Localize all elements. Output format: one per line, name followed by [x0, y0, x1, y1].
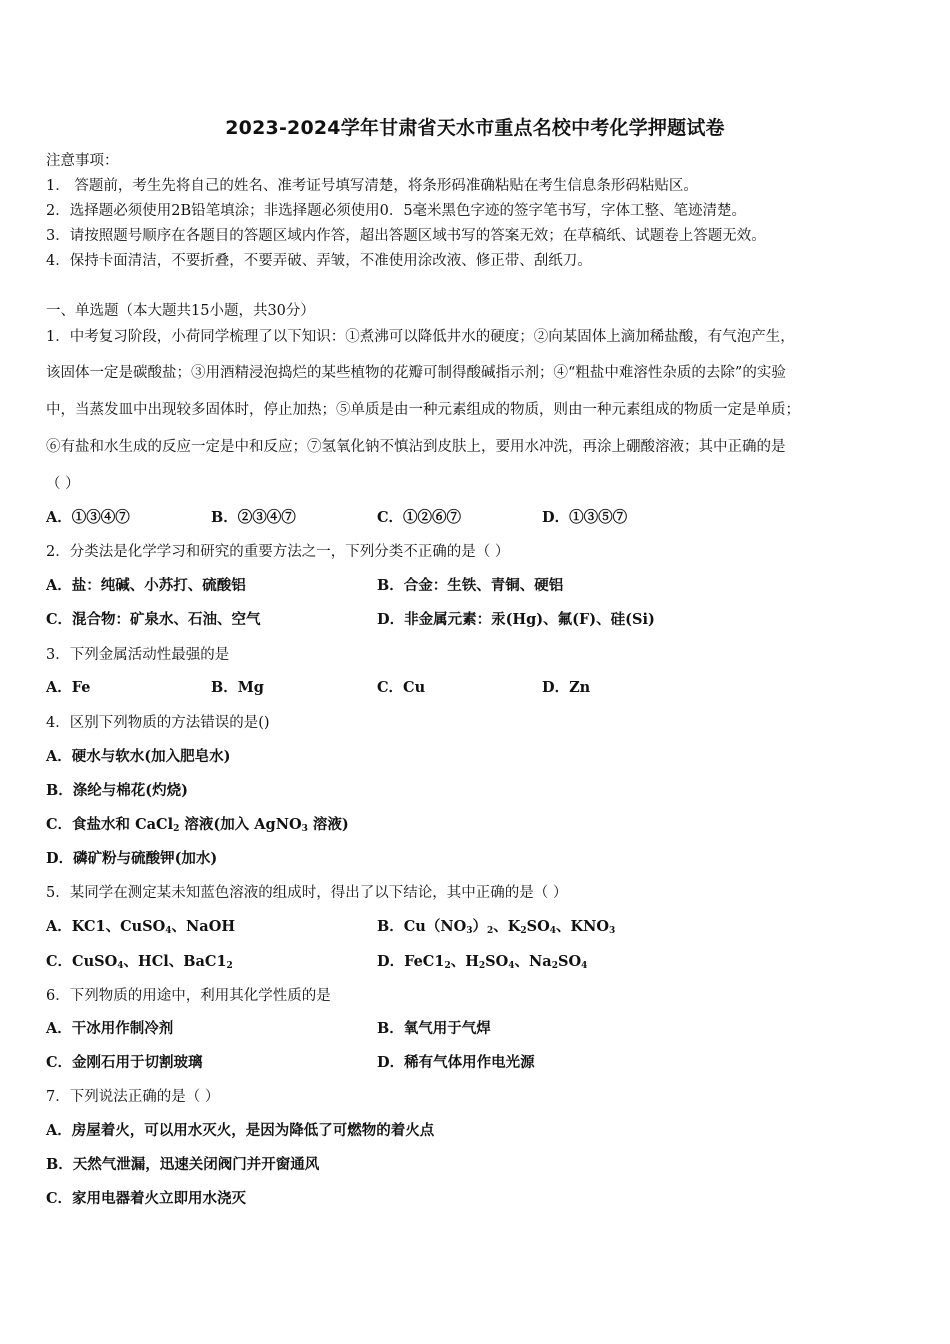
subscript: 2 — [173, 824, 180, 834]
text: 、NaOH — [171, 918, 236, 935]
question-2-option-b: B．合金：生铁、青铜、硬铝 — [377, 577, 564, 594]
question-7-option-c: C．家用电器着火立即用水浇灭 — [46, 1190, 247, 1207]
text: A．KC1、CuSO — [46, 918, 166, 935]
question-5-option-d — [377, 952, 587, 972]
question-3-option-a: A．Fe — [46, 679, 91, 696]
subscript: 2 — [444, 961, 451, 971]
question-4-option-c — [46, 815, 349, 835]
question-6-option-d: D．稀有气体用作电光源 — [377, 1054, 535, 1071]
subscript: 2 — [551, 961, 558, 971]
subscript: 4 — [165, 926, 172, 936]
text: C．食盐水和 CaCl — [46, 816, 174, 833]
question-1-line: ⑥有盐和水生成的反应一定是中和反应；⑦氢氧化钠不慎沾到皮肤上，要用水冲洗，再涂上硼酸溶液；其中正确的是 — [46, 439, 786, 455]
notice-heading: 注意事项： — [46, 153, 119, 169]
text: B．Cu（NO — [377, 918, 467, 935]
text: 溶液) — [307, 816, 349, 833]
question-5-option-a — [46, 917, 235, 937]
question-6-option-a: A．干冰用作制冷剂 — [46, 1020, 174, 1037]
question-7-stem: 7．下列说法正确的是（ ） — [46, 1089, 220, 1105]
question-3-stem: 3．下列金属活动性最强的是 — [46, 647, 230, 663]
question-6-stem: 6．下列物质的用途中，利用其化学性质的是 — [46, 988, 331, 1004]
question-6-option-b: B．氧气用于气焊 — [377, 1020, 491, 1037]
question-3-option-d: D．Zn — [542, 679, 591, 696]
question-2-stem: 2．分类法是化学学习和研究的重要方法之一，下列分类不正确的是（ ） — [46, 544, 510, 560]
question-2-option-d: D．非金属元素：汞(Hg)、氟(F)、硅(Si) — [377, 611, 655, 628]
text: C．CuSO — [46, 953, 118, 970]
subscript: 2 — [478, 961, 486, 971]
subscript: 3 — [609, 926, 616, 936]
text: SO — [557, 953, 582, 970]
question-1-line: （ ） — [46, 476, 80, 492]
question-1-option-a: A．①③④⑦ — [46, 509, 130, 526]
question-4-stem: 4．区别下列物质的方法错误的是() — [46, 715, 270, 731]
question-1-option-d: D．①③⑤⑦ — [542, 509, 628, 526]
text: 、KNO — [556, 918, 610, 935]
text: SO — [485, 953, 509, 970]
exam-title: 2023-2024学年甘肃省天水市重点名校中考化学押题试卷 — [225, 117, 725, 139]
question-5-option-b — [377, 917, 615, 937]
question-1-option-c: C．①②⑥⑦ — [377, 509, 462, 526]
subscript: 3 — [466, 926, 473, 936]
subscript: 4 — [549, 926, 557, 936]
question-2-option-a: A．盐：纯碱、小苏打、硫酸铝 — [46, 577, 246, 594]
subscript: 2 — [226, 961, 233, 971]
question-3-option-c: C．Cu — [377, 679, 426, 696]
text: 、HCl、BaC1 — [123, 953, 227, 970]
question-1-line: 该固体一定是碳酸盐；③用酒精浸泡捣烂的某些植物的花瓣可制得酸碱指示剂；④“粗盐中难溶性杂质的去除”的实验 — [46, 365, 786, 381]
subscript: 4 — [508, 961, 515, 971]
subscript: 3 — [301, 824, 308, 834]
text: 、H — [450, 953, 479, 970]
question-3-option-b: B．Mg — [211, 679, 264, 696]
question-4-option-a: A．硬水与软水(加入肥皂水) — [46, 748, 231, 765]
question-4-option-d: D．磷矿粉与硫酸钾(加水) — [46, 850, 218, 867]
question-4-option-b: B．涤纶与棉花(灼烧) — [46, 782, 188, 799]
subscript: 2 — [520, 926, 527, 936]
notice-item: 2．选择题必须使用2B铅笔填涂；非选择题必须使用0．5毫米黑色字迹的签字笔书写，字体工整、笔迹清楚。 — [46, 203, 747, 219]
subscript: 4 — [117, 961, 124, 971]
question-6-option-c: C．金刚石用于切割玻璃 — [46, 1054, 203, 1071]
question-5-option-c — [46, 952, 233, 972]
text: SO — [526, 918, 550, 935]
subscript: 2 — [487, 926, 494, 936]
question-1-line: 1．中考复习阶段，小荷同学梳理了以下知识：①煮沸可以降低井水的硬度；②向某固体上滴加稀盐酸，有气泡产生， — [46, 329, 795, 345]
section-heading: 一、单选题（本大题共15小题，共30分） — [46, 303, 315, 319]
text: 溶液(加入 AgNO — [179, 816, 302, 833]
text: ） — [472, 918, 487, 935]
notice-item: 3．请按照题号顺序在各题目的答题区域内作答，超出答题区域书写的答案无效；在草稿纸、试题卷上答题无效。 — [46, 228, 766, 244]
question-1-line: 中，当蒸发皿中出现较多固体时，停止加热；⑤单质是由一种元素组成的物质，则由一种元素组成的物质一定是单质； — [46, 402, 800, 418]
question-1-option-b: B．②③④⑦ — [211, 509, 296, 526]
text: 、Na — [514, 953, 552, 970]
text: D．FeC1 — [377, 953, 445, 970]
text: 、K — [493, 918, 521, 935]
question-5-stem: 5．某同学在测定某未知蓝色溶液的组成时，得出了以下结论，其中正确的是（ ） — [46, 885, 568, 901]
notice-item: 1． 答题前，考生先将自己的姓名、准考证号填写清楚，将条形码准确粘贴在考生信息条形码粘贴区。 — [46, 178, 698, 194]
subscript: 4 — [581, 961, 588, 971]
question-7-option-b: B．天然气泄漏，迅速关闭阀门并开窗通风 — [46, 1156, 320, 1173]
question-7-option-a: A．房屋着火，可以用水灭火，是因为降低了可燃物的着火点 — [46, 1122, 435, 1139]
notice-item: 4．保持卡面清洁，不要折叠，不要弄破、弄皱，不准使用涂改液、修正带、刮纸刀。 — [46, 253, 592, 269]
question-2-option-c: C．混合物：矿泉水、石油、空气 — [46, 611, 261, 628]
